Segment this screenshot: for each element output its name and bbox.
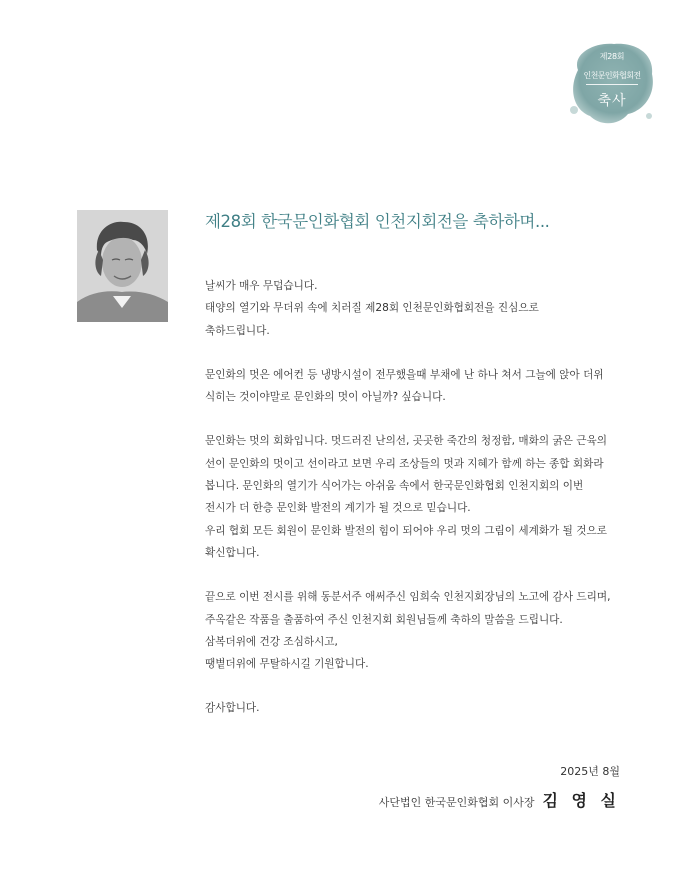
paragraph-thanks — [205, 586, 625, 675]
badge-edition: 제28회 — [599, 52, 625, 61]
badge-exhibition: 인천문인화협회전 — [583, 71, 641, 80]
text-line: 선이 문인화의 멋이고 선이라고 보면 우리 조상들의 멋과 지혜가 함께 하는 종합 회화라 — [205, 457, 604, 470]
text-line: 우리 협회 모든 회원이 문인화 발전의 힘이 되어야 우리 멋의 그림이 세계화가 될 것으로 — [205, 524, 607, 537]
signer-name: 김 영 실 — [542, 791, 620, 810]
text-line: 태양의 열기와 무더위 속에 치러질 제28회 인천문인화협회전을 진심으로 — [205, 302, 539, 315]
paragraph-closing — [205, 697, 625, 719]
text-line: 축하드립니다. — [205, 324, 270, 337]
text-line: 문인화는 멋의 회화입니다. 멋드러진 난의선, 곳곳한 죽간의 청정함, 매화의 굵은 근육의 — [205, 435, 607, 448]
signature-block — [379, 788, 620, 811]
text-line: 삼복더위에 건강 조심하시고, — [205, 635, 338, 648]
text-line: 봅니다. 문인화의 열기가 식어가는 아쉬움 속에서 한국문인화협회 인천지회의 이번 — [205, 480, 584, 493]
text-line: 식히는 것이야말로 문인화의 멋이 아닐까? 싶습니다. — [205, 391, 446, 404]
text-line: 땡볕더위에 무탈하시길 기원합니다. — [205, 658, 369, 671]
text-line: 끝으로 이번 전시를 위해 동분서주 애써주신 임희숙 인천지회장님의 노고에 감사 드리며, — [205, 591, 611, 604]
text-line: 문인화의 멋은 에어컨 등 냉방시설이 전무했을때 부채에 난 하나 쳐서 그늘에 앉아 더위 — [205, 368, 604, 381]
badge-divider — [586, 84, 638, 85]
paragraph-charm — [205, 364, 625, 409]
page-title: 제28회 한국문인화협회 인천지회전을 축하하며... — [205, 212, 550, 231]
portrait-illustration — [77, 210, 168, 322]
text-line: 감사합니다. — [205, 702, 260, 715]
paragraph-art — [205, 430, 625, 564]
text-line: 확신합니다. — [205, 546, 260, 559]
paragraph-greeting — [205, 275, 625, 342]
text-line: 전시가 더 한층 문인화 발전의 계기가 될 것으로 믿습니다. — [205, 502, 471, 515]
text-line: 날씨가 매우 무덥습니다. — [205, 280, 318, 292]
badge-title: 축사 — [597, 93, 627, 109]
text-line: 주옥같은 작품을 출품하여 주신 인천지회 회원님들께 축하의 말씀을 드립니다. — [205, 613, 563, 626]
portrait-photo — [77, 210, 168, 322]
letter-date: 2025년 8월 — [560, 765, 620, 778]
section-badge — [566, 40, 658, 128]
signer-organization: 사단법인 한국문인화협회 이사장 — [378, 796, 535, 809]
letter-body — [205, 275, 625, 742]
